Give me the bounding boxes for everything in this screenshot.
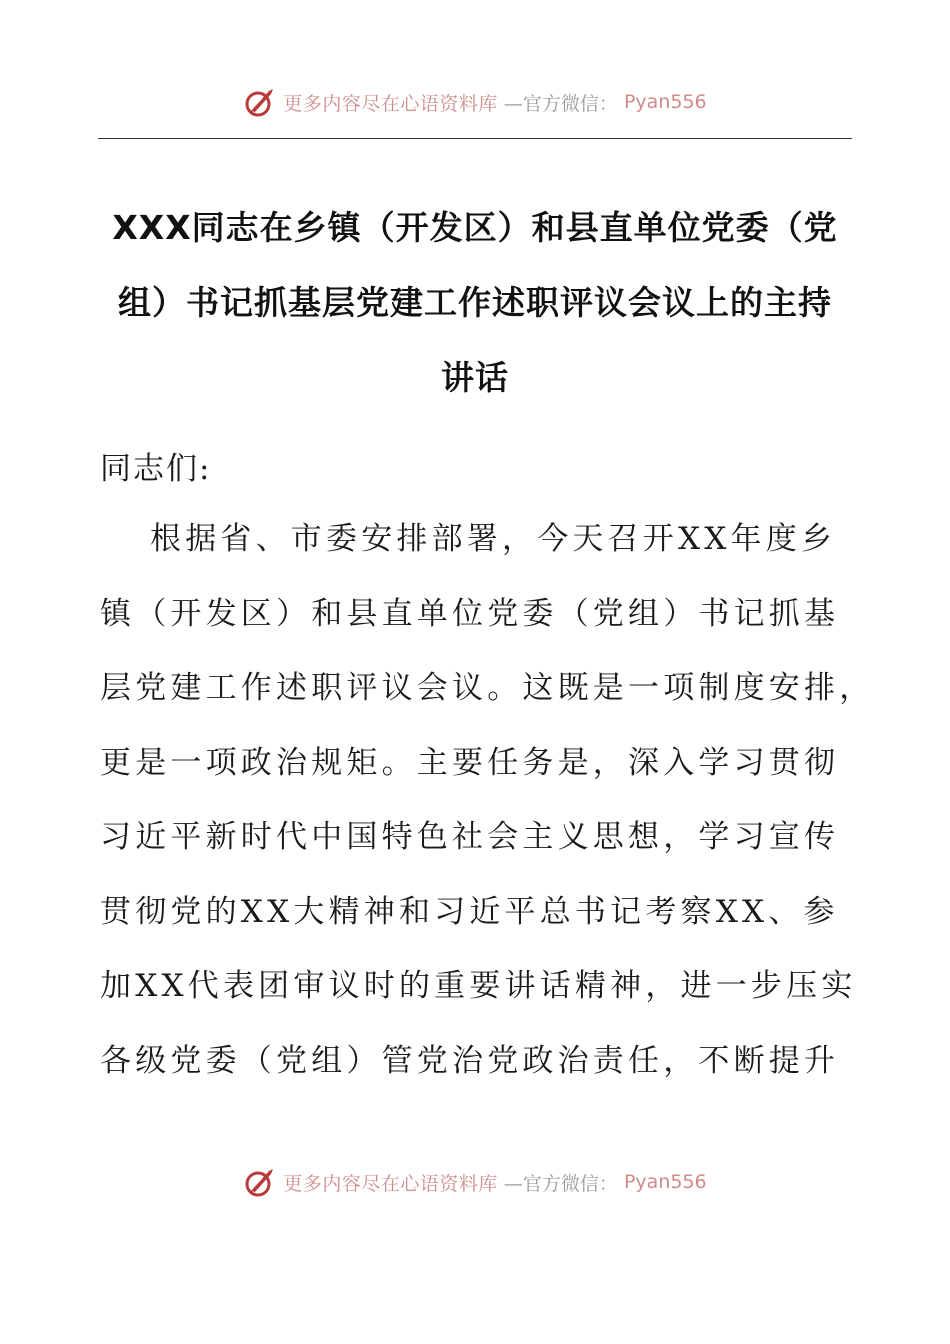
quill-logo-icon [243,85,277,119]
watermark-wechat-id: Pyan556 [623,1171,707,1193]
body-line: 加XX代表团审议时的重要讲话精神，进一步压实 [100,968,857,1004]
body-line: 层党建工作述职评议会议。这既是一项制度安排， [100,670,875,706]
document-title [100,190,850,415]
header-divider [98,138,852,139]
watermark-separator: —官方微信： [503,1172,618,1195]
body-line: 更是一项政治规矩。主要任务是，深入学习贯彻 [100,744,840,781]
body-line: 镇（开发区）和县直单位党委（党组）书记抓基 [100,595,840,632]
header-watermark [0,82,950,122]
title-line: 讲话 [441,358,509,397]
watermark-separator: —官方微信： [503,92,618,115]
body-line: 贯彻党的XX大精神和习近平总书记考察XX、参 [100,893,839,930]
salutation: 同志们: [100,451,212,487]
quill-logo-icon [243,1165,277,1199]
title-line: XXX同志在乡镇（开发区）和县直单位党委（党 [112,208,838,247]
footer-watermark [0,1162,950,1202]
watermark-text: 更多内容尽在心语资料库 [283,92,498,115]
body-line: 习近平新时代中国特色社会主义思想，学习宣传 [100,819,840,855]
body-line: 各级党委（党组）管党治党政治责任，不断提升 [100,1042,840,1079]
watermark-wechat-id: Pyan556 [623,91,707,113]
title-line: 组）书记抓基层党建工作述职评议会议上的主持 [118,283,832,322]
body-paragraph [100,502,875,1098]
watermark-text: 更多内容尽在心语资料库 [283,1172,498,1195]
body-line: 根据省、市委安排部署，今天召开XX年度乡 [150,521,837,557]
